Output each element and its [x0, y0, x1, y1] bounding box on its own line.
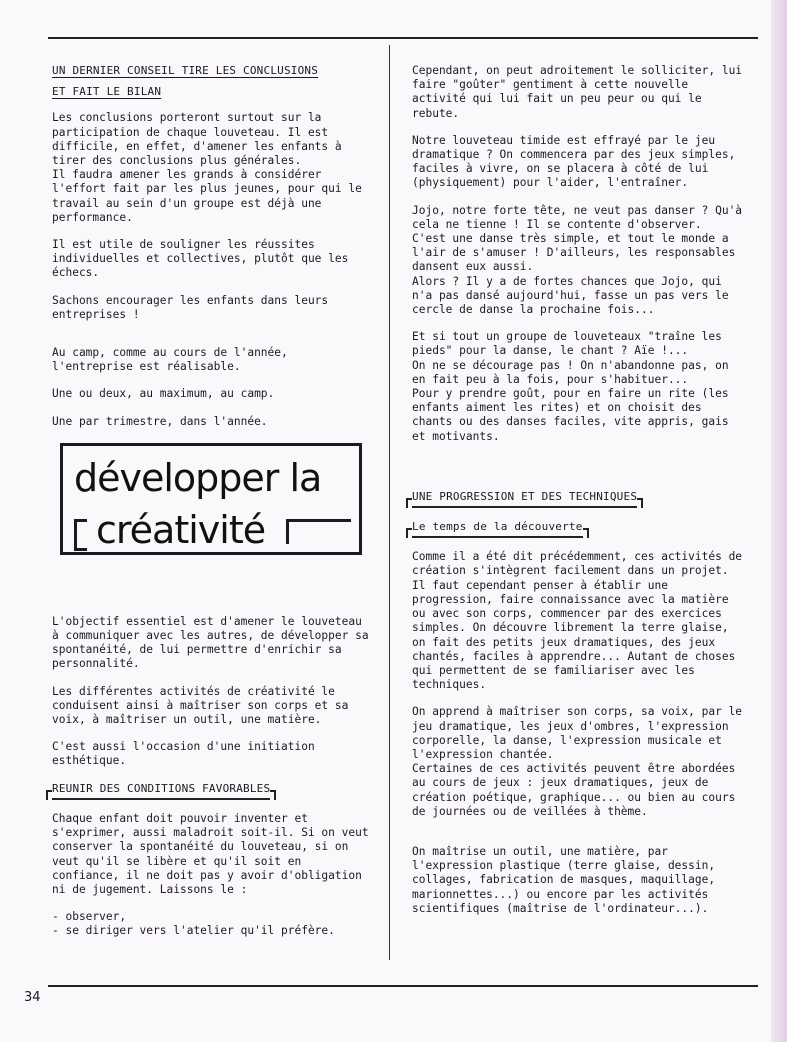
- paragraph: Comme il a été dit précédemment, ces activités de création s'intègrent facilement dans un projet. Il faut cependant penser à établir une progression, faire connaissance avec la matière ou avec son corps, commencer par des exercices simples. On découvre librement la terre glaise, on fait des petits jeux dramatiques, des jeux chantés, faciles à apprendre... Autant de choses qui permettent de se familiariser avec les techniques.: [412, 550, 743, 692]
- section-heading-conclusions: [52, 64, 370, 99]
- banner-notch-left: [74, 519, 87, 551]
- top-rule: [48, 37, 758, 39]
- list-item: - observer,: [52, 910, 127, 924]
- paragraph: Les différentes activités de créativité le conduisent ainsi à maîtriser son corps et sa voix, à maîtriser un outil, une matière.: [52, 684, 349, 727]
- paragraph: L'objectif essentiel est d'amener le louveteau à communiquer avec les autres, de développer sa spontanéité, de lui permettre d'enrichir sa personnalité.: [52, 614, 369, 671]
- banner-title-line-2: créativité: [92, 509, 269, 551]
- paragraph: Il est utile de souligner les réussites individuelles et collectives, plutôt que les échecs.: [52, 238, 349, 280]
- paragraph: Une ou deux, au maximum, au camp.: [52, 387, 275, 401]
- paragraph: Notre louveteau timide est effrayé par le jeu dramatique ? On commencera par des jeux simples, faciles à vivre, on se placera à côté de lui (physiquement) pour l'aider, l'entraîner.: [412, 133, 736, 190]
- paragraph: Les conclusions porteront surtout sur la participation de chaque louveteau. Il est difficile, en effet, d'amener les enfants à tirer des conclusions plus générales. Il faudra amener les grands à considérer l'effort fait par les plus jeunes, pour qui le travail au sein d'un groupe est déjà une performance.: [52, 111, 362, 224]
- bottom-rule: [48, 985, 758, 987]
- paragraph: C'est aussi l'occasion d'une initiation esthétique.: [52, 740, 315, 768]
- paragraph: Chaque enfant doit pouvoir inventer et s'exprimer, aussi maladroit soit-il. Si on veut conserver la spontanéité du louveteau, si on veut qu'il se libère et qu'il soit en confiance, il ne doit pas y avoir d'obligation ni de jugement. Laissons le :: [52, 811, 369, 896]
- paragraph: Au camp, comme au cours de l'année, l'entreprise est réalisable.: [52, 346, 288, 374]
- list: [52, 910, 370, 938]
- paragraph: Et si tout un groupe de louveteaux "traîne les pieds" pour la danse, le chant ? Aïe !... On ne se décourage pas ! On n'abandonne pas, on en fait peu à la fois, pour s'habituer... Pour y prendre goût, pour en faire un rite (les enfants aiment les rites) et on choisit des chants ou des danses faciles, vite appris, gais et motivants.: [412, 330, 729, 443]
- subheading-discovery: [412, 520, 747, 538]
- paragraph: Une par trimestre, dans l'année.: [52, 414, 268, 428]
- left-column: [52, 64, 370, 939]
- paragraph: On apprend à maîtriser son corps, sa voix, par le jeu dramatique, les jeux d'ombres, l'expression corporelle, la danse, l'expression musicale et l'expression chantée. Certaines de ces activités peuvent être abordées au cours de jeux : jeux dramatiques, jeux de création poétique, graphique... ou bien au cours de journées ou de veillées à thème.: [412, 705, 743, 818]
- heading-line-1: UN DERNIER CONSEIL TIRE LES CONCLUSIONS: [52, 64, 319, 77]
- paragraph: Jojo, notre forte tête, ne veut pas danser ? Qu'à cela ne tienne ! Il se contente d'observer. C'est une danse très simple, et tout le monde a l'air de s'amuser ! D'ailleurs, les responsables dansent eux aussi. Alors ? Il y a de fortes chances que Jojo, qui n'a pas dansé aujourd'hui, fasse un pas vers le cercle de danse la prochaine fois...: [412, 203, 743, 317]
- paragraph: Sachons encourager les enfants dans leurs entreprises !: [52, 293, 329, 321]
- banner-title-line-1: développer la: [70, 457, 325, 499]
- heading-boxed: Le temps de la découverte: [412, 520, 583, 538]
- list-item: - se diriger vers l'atelier qu'il préfère.: [52, 924, 335, 938]
- heading-line-2: ET FAIT LE BILAN: [52, 85, 162, 99]
- heading-boxed: REUNIR DES CONDITIONS FAVORABLES: [52, 782, 270, 800]
- section-heading-progression: [412, 490, 747, 508]
- creativity-banner: [60, 443, 368, 565]
- page-number: 34: [24, 990, 41, 1005]
- column-divider: [389, 45, 390, 960]
- paragraph: Cependant, on peut adroitement le solliciter, lui faire "goûter" gentiment à cette nouvelle activité qui lui fait un peu peur ou qui le rebute.: [412, 64, 743, 120]
- right-column: [412, 64, 747, 929]
- section-heading-conditions: [52, 782, 370, 800]
- heading-boxed: UNE PROGRESSION ET DES TECHNIQUES: [412, 490, 637, 508]
- page-edge: [771, 0, 787, 1042]
- paragraph: On maîtrise un outil, une matière, par l'expression plastique (terre glaise, dessin, collages, fabrication de masques, maquillage, marionnettes...) ou encore par les activités scientifiques (maîtrise de l'ordinateur...).: [412, 844, 716, 915]
- banner-notch-right: [286, 519, 351, 544]
